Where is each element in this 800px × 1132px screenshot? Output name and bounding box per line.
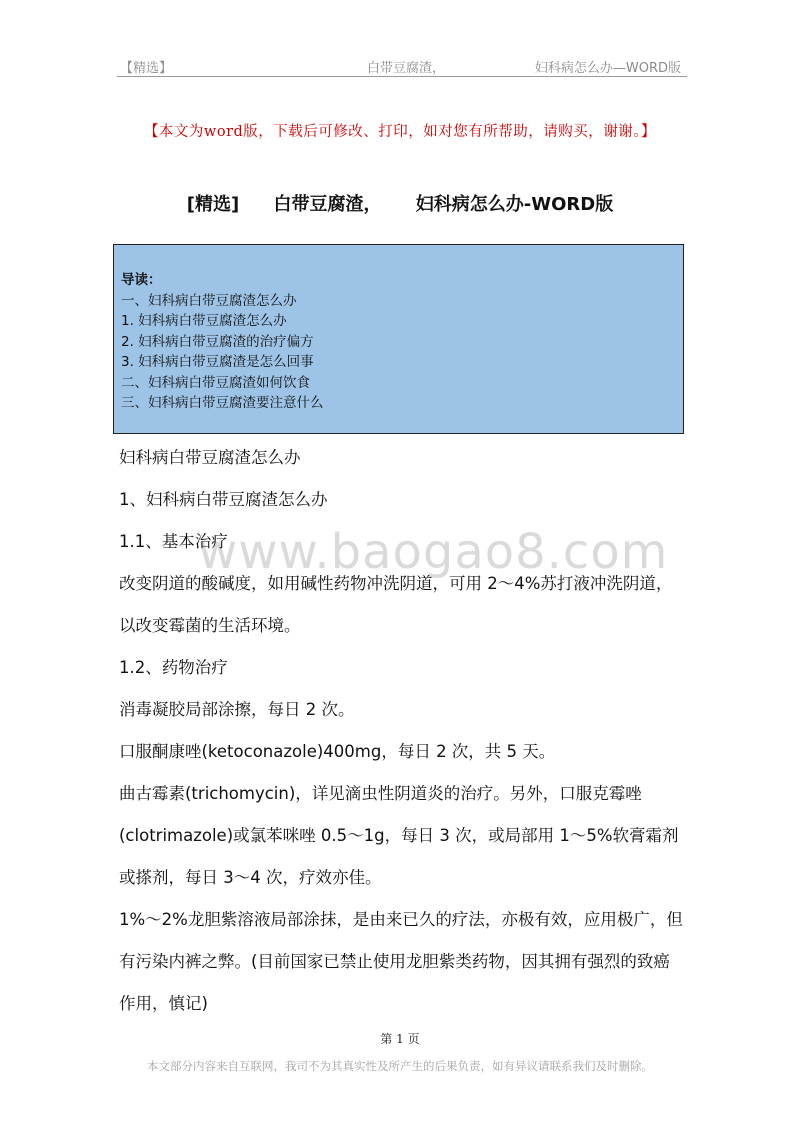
subsection-heading: 1.2、药物治疗	[119, 658, 228, 677]
guide-item: 一、妇科病白带豆腐渣怎么办	[121, 292, 297, 309]
section-heading: 1、妇科病白带豆腐渣怎么办	[119, 490, 328, 509]
guide-heading: 导读：	[121, 272, 162, 288]
guide-item: 1. 妇科病白带豆腐渣怎么办	[121, 313, 287, 329]
header-left: 【精选】	[120, 61, 173, 76]
download-notice: 【本文为word版，下载后可修改、打印，如对您有所帮助，请购买，谢谢。】	[143, 124, 657, 140]
paragraph: 改变阴道的酸碱度，如用碱性药物冲洗阴道，可用 2～4%苏打液冲洗阴道，以改变霉菌的生活环境。	[119, 574, 673, 635]
page-header	[117, 56, 687, 77]
paragraph: 消毒凝胶局部涂擦，每日 2 次。	[119, 700, 355, 719]
title-part-2: 白带豆腐渣，	[273, 194, 382, 215]
guide-item: 2. 妇科病白带豆腐渣的治疗偏方	[121, 333, 314, 350]
page-number: 第 1 页	[380, 1032, 420, 1046]
header-right: 妇科病怎么办—WORD版	[534, 61, 681, 76]
paragraph: 1%～2%龙胆紫溶液局部涂抹，是由来已久的疗法，亦极有效，应用极广，但有污染内裤之弊。(目前国家已禁止使用龙胆紫类药物，因其拥有强烈的致癌作用，慎记)	[119, 910, 683, 1013]
paragraph: 曲古霉素(trichomycin)，详见滴虫性阴道炎的治疗。另外，口服克霉唑(clotrimazole)或氯苯咪唑 0.5～1g，每日 3 次，或局部用 1～5%软膏霜剂或搽剂，每日 3～4 次，疗效亦佳。	[119, 784, 679, 887]
guide-item: 3. 妇科病白带豆腐渣是怎么回事	[121, 354, 314, 370]
paragraph: 口服酮康唑(ketoconazole)400mg，每日 2 次，共 5 天。	[119, 742, 556, 761]
body-text	[119, 437, 684, 1025]
title-part-1: [精选]	[186, 194, 240, 215]
watermark: www.baogao8.com	[198, 524, 669, 580]
guide-box	[113, 244, 684, 434]
section-heading: 妇科病白带豆腐渣怎么办	[119, 448, 301, 467]
subsection-heading: 1.1、基本治疗	[119, 532, 228, 551]
title-part-3: 妇科病怎么办-WORD版	[415, 194, 614, 215]
document-title	[0, 190, 800, 216]
guide-item: 二、妇科病白带豆腐渣如何饮食	[121, 374, 310, 391]
header-center: 白带豆腐渣，	[367, 61, 446, 76]
footer-disclaimer: 本文部分内容来自互联网，我司不为其真实性及所产生的后果负责，如有异议请联系我们及时删除。	[147, 1059, 653, 1073]
guide-item: 三、妇科病白带豆腐渣要注意什么	[121, 395, 324, 411]
